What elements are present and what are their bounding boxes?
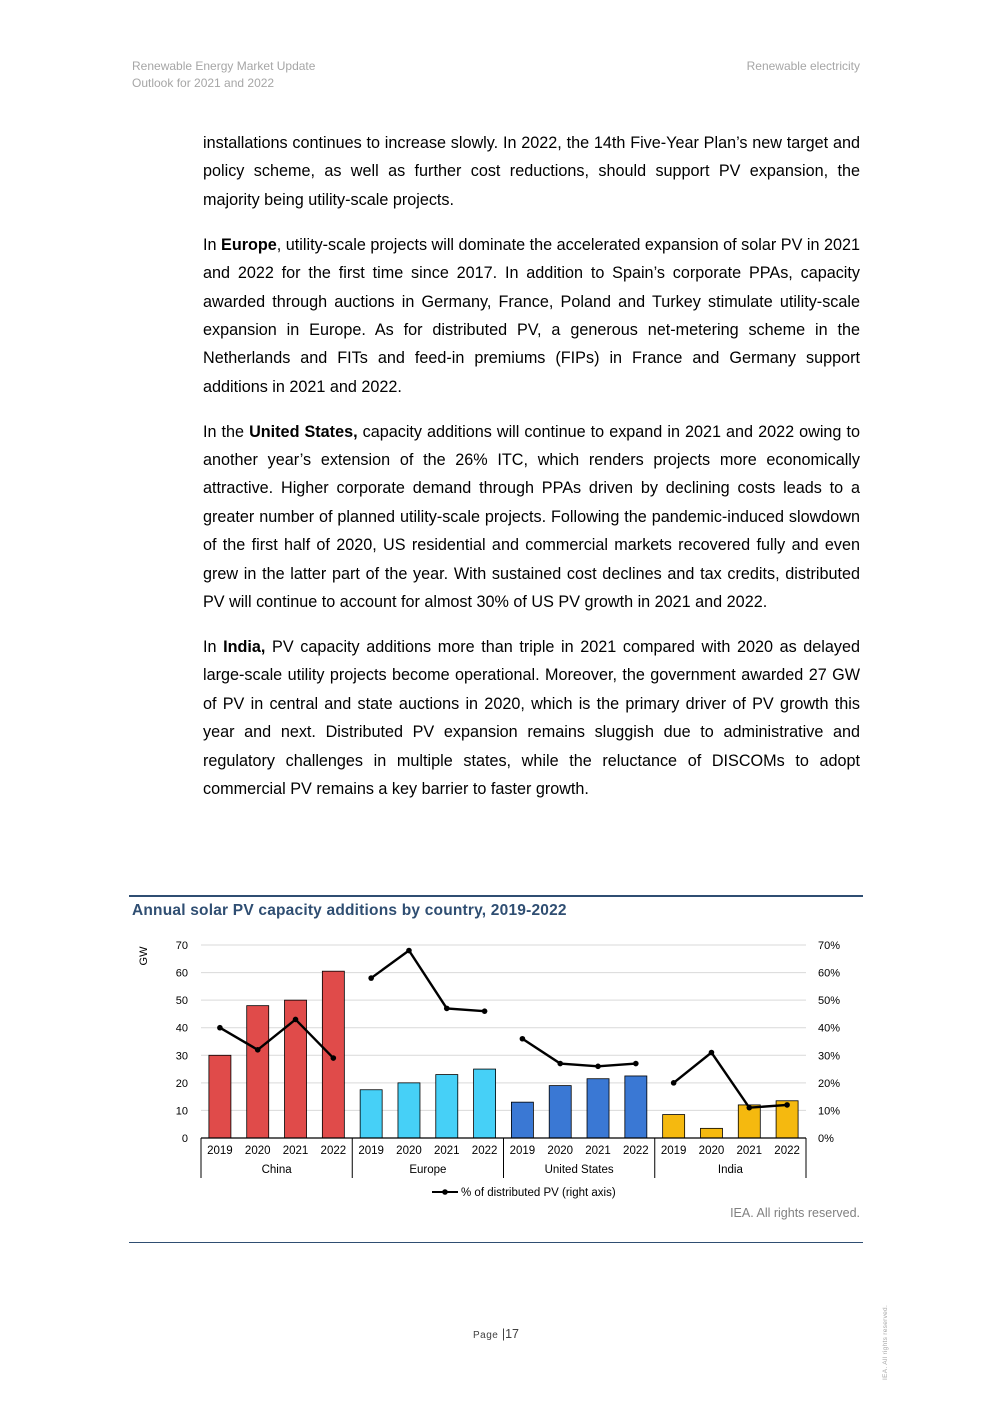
legend-label: % of distributed PV (right axis): [461, 1187, 616, 1199]
distributed-pv-point: [557, 1061, 563, 1067]
group-label: United States: [544, 1164, 614, 1176]
y-axis-label: GW: [138, 946, 150, 966]
distributed-pv-line: [220, 1019, 333, 1058]
report-title: Renewable Energy Market Update: [132, 59, 316, 73]
paragraph-india: In India, PV capacity additions more than triple in 2021 compared with 2020 as delayed large-scale utility projects become operational. Moreover, the government awarded 27 GW of PV in central and state auctions in 2020, which is the primary driver of PV growth this year and next. Distributed PV expansion remains sluggish due to administrative and regulatory challenges in multiple states, while the reluctance of DISCOMs to adopt commercial PV remains a key barrier to faster growth.: [203, 638, 861, 799]
figure-credit: IEA. All rights reserved.: [730, 1206, 860, 1220]
report-subtitle: Outlook for 2021 and 2022: [132, 76, 275, 90]
distributed-pv-line: [371, 951, 484, 1012]
y2-tick-label: 60%: [818, 967, 841, 980]
x-tick-label: 2022: [471, 1145, 498, 1157]
distributed-pv-point: [255, 1047, 261, 1053]
bar: [474, 1069, 496, 1138]
y2-tick-label: 50%: [818, 995, 841, 1008]
y2-tick-label: 0%: [818, 1133, 834, 1145]
y-tick-label: 50: [175, 995, 188, 1008]
figure-bottom-rule: [129, 1242, 863, 1243]
header-left: [132, 58, 315, 92]
paragraph-united-states: In the United States, capacity additions will continue to expand in 2021 and 2022 owing to another year’s extension of the 26% ITC, which renders projects more economically attractive. Higher corporate demand through PPAs driven by declining costs leads to a greater number of planned utility-scale projects. Following the pandemic-induced slowdown of the first half of 2020, US residential and commercial markets recovered fully and even grew in the latter part of the year. With sustained cost declines and tax credits, distributed PV will continue to account for almost 30% of US PV growth in 2021 and 2022.: [203, 422, 860, 612]
bar: [322, 971, 344, 1138]
pv-additions-chart: [130, 930, 864, 1210]
x-tick-label: 2019: [660, 1145, 687, 1157]
distributed-pv-line: [522, 1039, 635, 1067]
distributed-pv-point: [784, 1102, 790, 1108]
x-tick-label: 2020: [698, 1145, 725, 1157]
distributed-pv-point: [331, 1055, 337, 1061]
x-tick-label: 2021: [585, 1145, 611, 1157]
distributed-pv-point: [746, 1105, 752, 1111]
y-tick-label: 60: [175, 967, 188, 980]
x-tick-label: 2022: [774, 1145, 800, 1157]
distributed-pv-point: [217, 1025, 223, 1031]
figure-top-rule: [129, 895, 863, 897]
distributed-pv-point: [671, 1080, 677, 1086]
x-tick-label: 2019: [509, 1145, 536, 1157]
bold-united-states: United States,: [249, 422, 358, 441]
bold-india: India,: [223, 638, 266, 656]
x-tick-label: 2022: [320, 1145, 347, 1157]
bar: [360, 1090, 382, 1138]
paragraph-europe: In Europe, utility-scale projects will dominate the accelerated expansion of solar PV in 2021 and 2022 for the first time since 2017. In addition to Spain’s corporate PPAs, capacity awarded through auctions in Germany, France, Poland and Turkey stimulate utility-scale expansion in Europe. As for distributed PV, a generous net-metering scheme in the Netherlands and FITs and feed-in premiums (FIPs) in France and Germany support additions in 2021 and 2022.: [203, 235, 860, 396]
distributed-pv-point: [368, 975, 374, 981]
group-label: China: [261, 1164, 292, 1176]
y2-tick-label: 40%: [818, 1022, 841, 1035]
bar: [209, 1055, 231, 1138]
bar: [700, 1128, 722, 1138]
body-text: [203, 129, 860, 820]
x-tick-label: 2019: [207, 1145, 233, 1157]
x-tick-label: 2021: [736, 1145, 763, 1157]
bar: [587, 1079, 609, 1138]
y2-tick-label: 10%: [818, 1105, 841, 1118]
x-tick-label: 2022: [623, 1145, 649, 1157]
bar: [511, 1102, 533, 1138]
x-tick-label: 2021: [433, 1145, 460, 1157]
bar: [436, 1075, 458, 1138]
distributed-pv-point: [595, 1064, 601, 1070]
bar: [663, 1115, 685, 1138]
distributed-pv-point: [293, 1017, 299, 1023]
group-label: India: [717, 1164, 743, 1176]
page-separator: |: [501, 1327, 506, 1341]
distributed-pv-line: [674, 1053, 787, 1108]
distributed-pv-point: [444, 1006, 450, 1012]
x-tick-label: 2020: [244, 1145, 271, 1157]
y-tick-label: 0: [181, 1133, 188, 1145]
side-rights-notice: IEA. All rights reserved.: [882, 1304, 889, 1380]
distributed-pv-point: [482, 1008, 488, 1014]
bar: [549, 1086, 571, 1138]
distributed-pv-point: [406, 948, 412, 954]
bar: [625, 1076, 647, 1138]
bar: [247, 1006, 269, 1138]
bold-europe: Europe: [221, 235, 277, 254]
legend-point-swatch: [442, 1189, 448, 1195]
distributed-pv-point: [709, 1050, 715, 1056]
y2-tick-label: 70%: [818, 940, 841, 952]
y-tick-label: 70: [175, 940, 188, 952]
y-tick-label: 30: [175, 1050, 188, 1063]
page-number: [0, 1327, 992, 1341]
group-label: Europe: [409, 1164, 447, 1176]
y-tick-label: 10: [175, 1105, 188, 1118]
paragraph-china: installations continues to increase slowly. In 2022, the 14th Five-Year Plan’s new target and policy scheme, as well as further cost reductions, should support PV expansion, the majority being utility-scale projects.: [203, 134, 860, 209]
page-number-value: 17: [505, 1327, 519, 1341]
page-word: Page: [473, 1330, 499, 1341]
x-tick-label: 2021: [282, 1145, 309, 1157]
y2-tick-label: 30%: [818, 1050, 841, 1063]
x-tick-label: 2020: [547, 1145, 574, 1157]
distributed-pv-point: [520, 1036, 526, 1042]
y-tick-label: 20: [175, 1077, 188, 1090]
figure-title: Annual solar PV capacity additions by country, 2019-2022: [132, 902, 567, 919]
distributed-pv-point: [633, 1061, 639, 1067]
x-tick-label: 2020: [396, 1145, 422, 1157]
section-name: Renewable electricity: [746, 59, 860, 73]
bar: [398, 1083, 420, 1138]
y-tick-label: 40: [175, 1022, 188, 1035]
y2-tick-label: 20%: [818, 1077, 841, 1090]
x-tick-label: 2019: [358, 1145, 384, 1157]
